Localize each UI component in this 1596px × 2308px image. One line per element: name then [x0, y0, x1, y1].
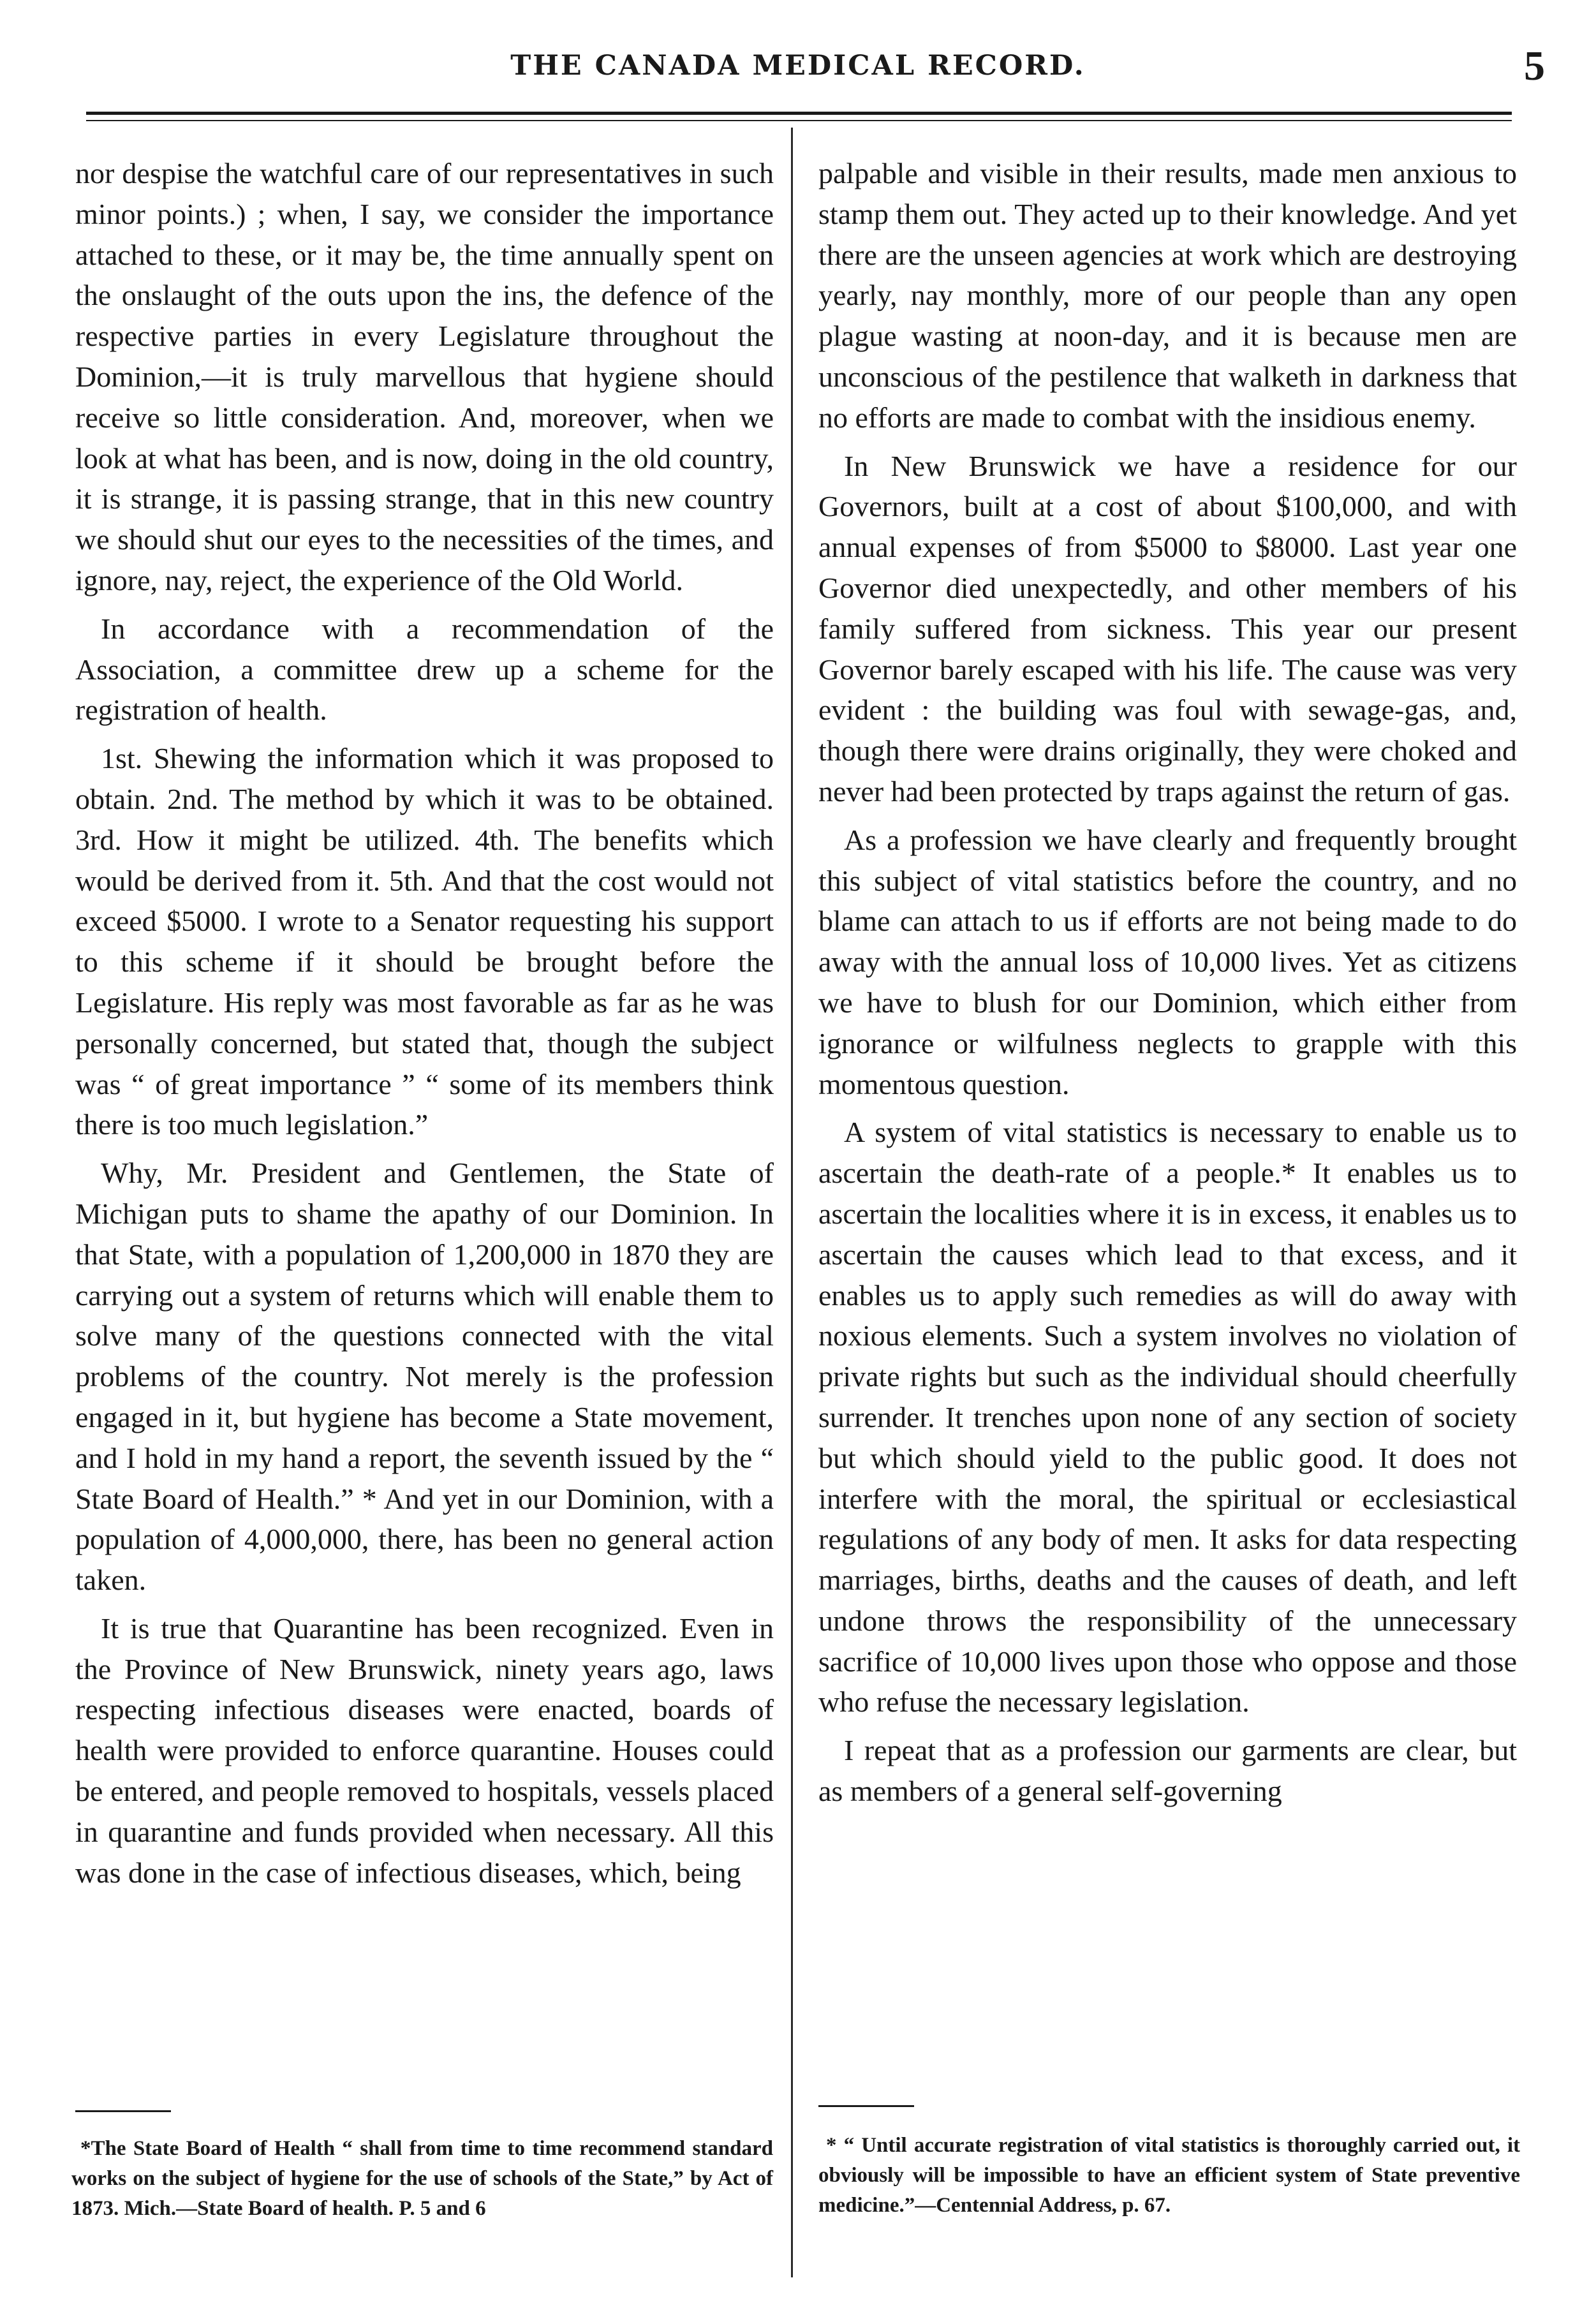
right-paragraph-5: I repeat that as a profession our garments are clear, but as members of a general self-governing	[818, 1734, 1517, 1808]
page-number: 5	[1524, 43, 1545, 89]
right-paragraph-1: palpable and visible in their results, made men anxious to stamp them out. They acted up to their knowledge. And yet there are the unseen agencies at work which are destroying yearly, nay monthly, more of our people than any open plague wasting at noon-day, and it is because men are unconscious of the pestilence that walketh in darkness that no efforts are made to combat with the insidious enemy.	[818, 157, 1517, 434]
right-paragraph-2: In New Brunswick we have a residence for our Governors, built at a cost of about $100,000, and with annual expenses of from $5000 to $8000. Last year one Governor died unexpectedly, and other members of his family suffered from sickness. This year our present Governor barely escaped with his life. The cause was very evident : the building was foul with sewage-gas, and, though there were drains originally, they were choked and never had been protected by traps against the return of gas.	[818, 449, 1517, 808]
header-rule-thick	[86, 112, 1512, 115]
right-footnote-rule	[818, 2105, 914, 2107]
left-footnote: *The State Board of Health “ shall from time to time recommend standard works on the subject of hygiene for the use of schools of the State,” by Act of 1873. Mich.—State Board of health. P. 5 and 6	[71, 2137, 773, 2220]
left-footnote-rule	[75, 2110, 171, 2112]
left-paragraph-1: nor despise the watchful care of our representatives in such minor points.) ; when, I say, we consider the importance attached to these, or it may be, the time annually spent on the onslaught of the outs upon the ins, the defence of the respective parties in every Legislature throughout the Dominion,—it is truly marvellous that hygiene should receive so little consideration. And, moreover, when we look at what has been, and is now, doing in the old country, it is strange, it is passing strange, that in this new country we should shut our eyes to the necessities of the times, and ignore, nay, reject, the experience of the Old World.	[75, 157, 774, 596]
header-rule-thin	[86, 120, 1512, 121]
left-paragraph-4: Why, Mr. President and Gentlemen, the State of Michigan puts to shame the apathy of our Dominion. In that State, with a population of 1,200,000 in 1870 they are carrying out a system of returns which will enable them to solve many of the questions connected with the vital problems of the country. Not merely is the profession engaged in it, but hygiene has become a State movement, and I hold in my hand a report, the seventh issued by the “ State Board of Health.” * And yet in our Dominion, with a population of 4,000,000, there, has been no general action taken.	[75, 1157, 774, 1597]
page-header	[0, 0, 1596, 121]
right-paragraph-4: A system of vital statistics is necessary to enable us to ascertain the death-rate of a people.* It enables us to ascertain the localities where it is in excess, it enables us to ascertain the causes which lead to that excess, and it enables us to apply such remedies as will do away with noxious elements. Such a system involves no violation of private rights but such as the individual should cheerfully surrender. It trenches upon none of any section of society but which should yield to the public good. It does not interfere with the moral, the spiritual or ecclesiastical regulations of any body of men. It asks for data respecting marriages, births, deaths and the causes of death, and left undone throws the responsibility of the unnecessary sacrifice of 10,000 lives upon those who oppose and those who refuse the necessary legislation.	[818, 1116, 1517, 1719]
running-head: THE CANADA MEDICAL RECORD.	[510, 50, 1086, 82]
column-divider	[791, 128, 793, 2277]
left-column	[75, 153, 774, 1900]
left-paragraph-3: 1st. Shewing the information which it was proposed to obtain. 2nd. The method by which it was to be obtained. 3rd. How it might be utilized. 4th. The benefits which would be derived from it. 5th. And that the cost would not exceed $5000. I wrote to a Senator requesting his support to this scheme if it should be brought before the Legislature. His reply was most favorable as far as he was personally concerned, but stated that, though the subject was “ of great importance ” “ some of its members think there is too much legislation.”	[75, 742, 774, 1141]
right-footnote: * “ Until accurate registration of vital statistics is thoroughly carried out, it obviously will be impossible to have an efficient system of State preventive medicine.”—Centennial Address, p. 67.	[818, 2134, 1520, 2217]
right-paragraph-3: As a profession we have clearly and frequently brought this subject of vital statistics before the country, and no blame can attach to us if efforts are not being made to do away with the annual loss of 10,000 lives. Yet as citizens we have to blush for our Dominion, which either from ignorance or wilfulness neglects to grapple with this momentous question.	[818, 823, 1517, 1100]
right-column	[818, 153, 1517, 1819]
left-paragraph-5: It is true that Quarantine has been recognized. Even in the Province of New Brunswick, ninety years ago, laws respecting infectious diseases were enacted, boards of health were provided to enforce quarantine. Houses could be entered, and people removed to hospitals, vessels placed in quarantine and funds provided when necessary. All this was done in the case of infectious diseases, which, being	[75, 1611, 774, 1889]
left-paragraph-2: In accordance with a recommendation of the Association, a committee drew up a scheme for the registration of health.	[75, 612, 774, 727]
